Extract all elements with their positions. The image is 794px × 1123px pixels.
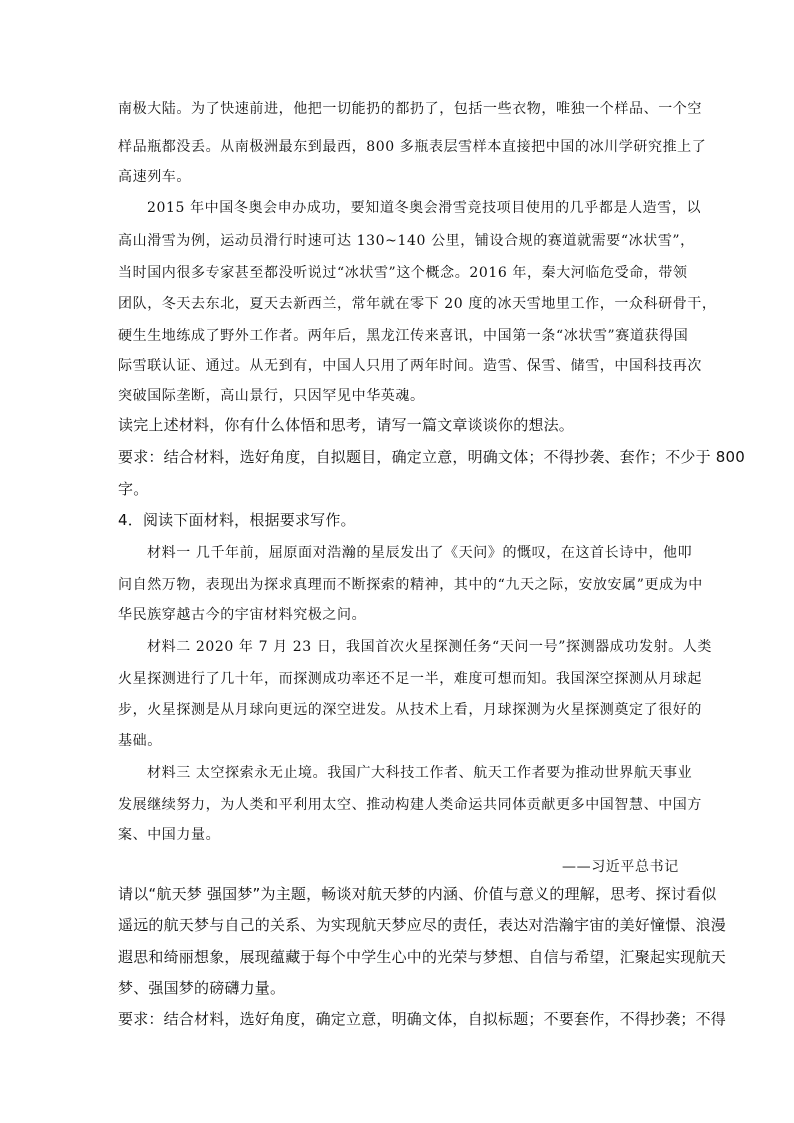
writing-requirement: 要求：结合材料，选好角度，确定立意，明确文体，自拟标题；不要套作，不得抄袭；不得: [118, 1010, 727, 1028]
material-line: 步，火星探测是从月球向更远的深空进发。从技术上看，月球探测为火星探测奠定了很好的: [118, 702, 702, 718]
material-line: 材料一 几千年前，屈原面对浩瀚的星辰发出了《天问》的慨叹，在这首长诗中，他叩: [147, 545, 693, 561]
text-line: 高山滑雪为例，运动员滑行时速可达 130~140 公里，铺设合规的赛道就需要“冰状雪”，: [118, 233, 695, 249]
material-line: 材料三 太空探索永无止境。我国广大科技工作者、航天工作者要为推动世界航天事业: [147, 765, 693, 781]
text-line: 样品瓶都没丢。从南极洲最东到最西，800 多瓶表层雪样本直接把中国的冰川学研究推上了: [118, 139, 707, 155]
material-line: 火星探测进行了几十年，而探测成功率还不足一半，难度可想而知。我国深空探测从月球起: [118, 671, 702, 687]
writing-requirement: 字。: [118, 480, 149, 498]
text-line: 硬生生地练成了野外工作者。两年后，黑龙江传来喜讯，中国第一条“冰状雪”赛道获得国: [118, 328, 689, 344]
question-heading: 4．阅读下面材料，根据要求写作。: [118, 511, 356, 529]
material-line: 案、中国力量。: [118, 827, 221, 843]
text-line: 团队，冬天去东北，夏天去新西兰，常年就在零下 20 度的冰天雪地里工作，一众科研骨干，: [118, 296, 717, 312]
writing-prompt: 请以“航天梦 强国梦”为主题，畅谈对航天梦的内涵、价值与意义的理解，思考、探讨看似: [118, 885, 717, 903]
writing-prompt: 梦、强国梦的磅礴力量。: [118, 979, 286, 997]
material-line: 发展继续努力，为人类和平利用太空、推动构建人类命运共同体贡献更多中国智慧、中国方: [118, 797, 702, 813]
text-line: 际雪联认证、通过。从无到有，中国人只用了两年时间。造雪、保雪、储雪，中国科技再次: [118, 358, 702, 374]
text-line: 南极大陆。为了快速前进，他把一切能扔的都扔了，包括一些衣物，唯独一个样品、一个空: [118, 101, 702, 117]
attribution: ——习近平总书记: [562, 859, 679, 875]
material-line: 基础。: [118, 733, 162, 749]
text-line: 高速列车。: [118, 169, 191, 185]
material-line: 问自然万物，表现出为探求真理而不断探索的精神，其中的“九天之际，安放安属”更成为中: [118, 577, 703, 593]
text-line: 2015 年中国冬奥会申办成功，要知道冬奥会滑雪竞技项目使用的几乎都是人造雪，以: [147, 200, 702, 216]
writing-prompt: 读完上述材料，你有什么体悟和思考，请写一篇文章谈谈你的想法。: [118, 416, 575, 434]
material-line: 材料二 2020 年 7 月 23 日，我国首次火星探测任务“天问一号”探测器成功发射。人类: [147, 639, 712, 655]
writing-prompt: 遥远的航天梦与自己的关系、为实现航天梦应尽的责任，表达对浩瀚宇宙的美好憧憬、浪漫: [118, 916, 727, 934]
material-line: 华民族穿越古今的宇宙材料究极之问。: [118, 607, 367, 623]
text-line: 当时国内很多专家甚至都没听说过“冰状雪”这个概念。2016 年，秦大河临危受命，带领: [118, 265, 688, 281]
writing-requirement: 要求：结合材料，选好角度，自拟题目，确定立意，明确文体；不得抄袭、套作；不少于 800: [118, 448, 746, 466]
text-line: 突破国际垄断，高山景行，只因罕见中华英魂。: [118, 388, 425, 404]
writing-prompt: 遐思和绮丽想象，展现蕴藏于每个中学生心中的光荣与梦想、自信与希望，汇聚起实现航天: [118, 948, 727, 966]
